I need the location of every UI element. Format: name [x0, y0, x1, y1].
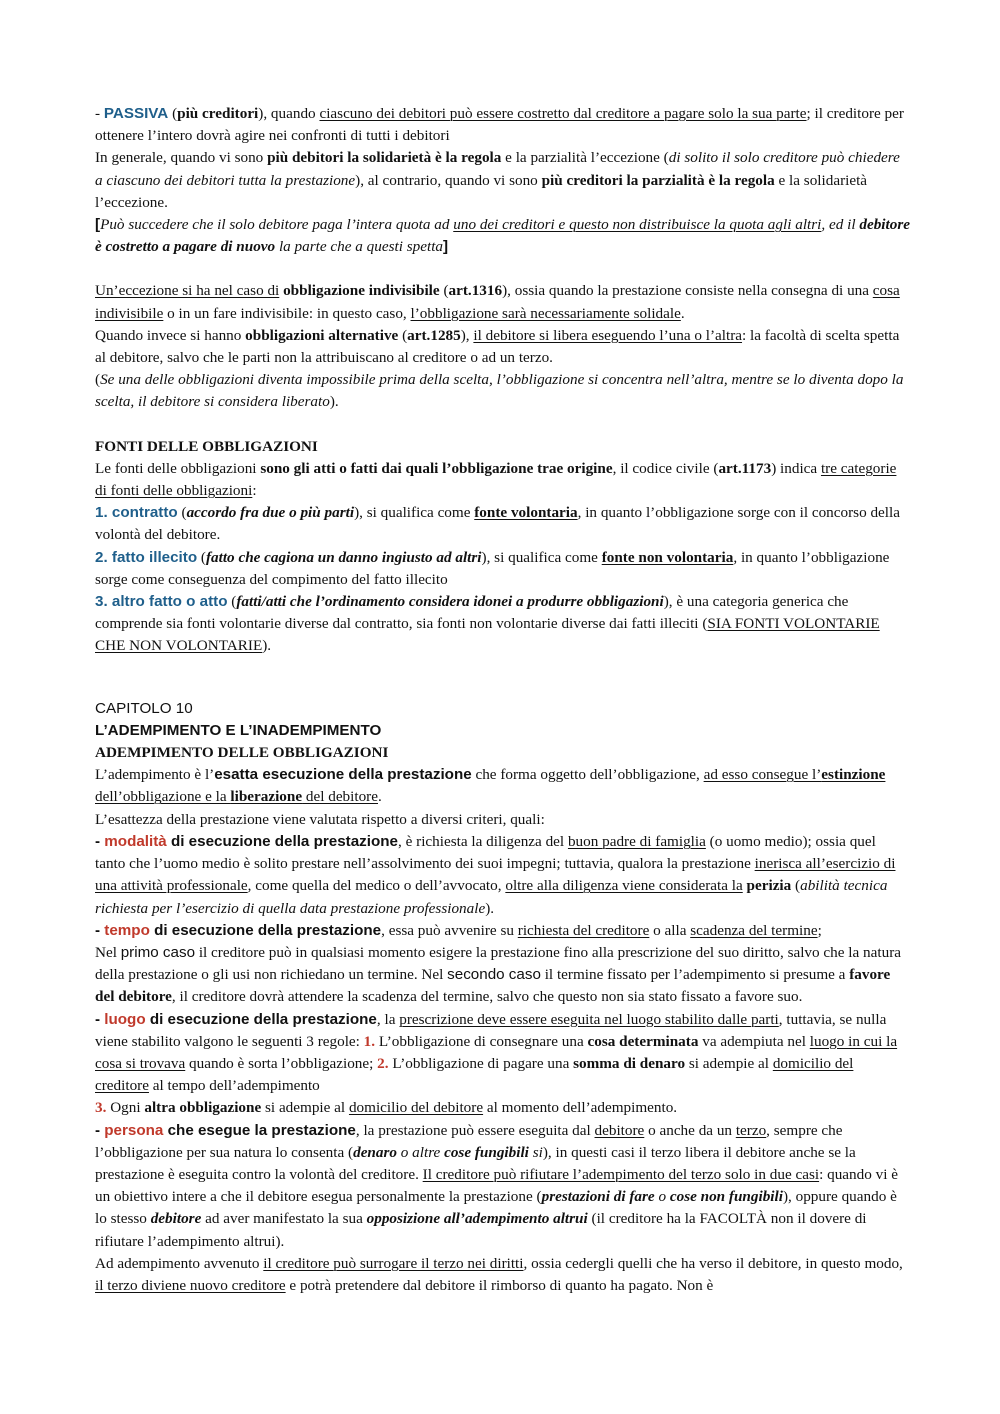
bold-text: perizia	[746, 877, 792, 895]
text: va adempiuta nel	[698, 1032, 810, 1050]
text: L’obbligazione di pagare una	[388, 1054, 574, 1072]
text: (o uomo medio); ossia quel tanto che l’uomo medio è solito prestare nell’assolvimento dei suoi impegni; tuttavia, qualora la prestazione	[95, 832, 876, 873]
text: L’adempimento è l’	[95, 766, 215, 784]
text: ), si qualifica come	[354, 504, 475, 522]
bold-text: più creditori	[177, 105, 259, 122]
text: , in quanto l’obbligazione sorge con il concorso della volontà del debitore.	[95, 504, 900, 544]
text: (il creditore ha la FACOLTÀ non il dovere di rifiutare l’adempimento altrui).	[95, 1210, 867, 1250]
dash: -	[95, 832, 105, 850]
paragraph-surroga	[95, 1253, 910, 1297]
text: (	[227, 593, 237, 611]
dash: -	[95, 921, 105, 939]
text: ;	[817, 921, 822, 939]
underlined-bold-text: liberazione	[230, 788, 303, 806]
text: ), al contrario, quando vi sono	[355, 171, 542, 189]
section-title-adempimento	[95, 742, 910, 764]
italic-text: , ed il	[821, 216, 860, 234]
underlined-text: uno dei creditori e questo non distribuisce la quota agli altri	[453, 216, 822, 234]
text: , come quella del medico o dell’avvocato,	[247, 877, 506, 895]
paragraph-alternative	[95, 325, 910, 369]
term-passiva: PASSIVA	[103, 105, 169, 122]
bracket: ]	[443, 238, 449, 256]
dash: -	[95, 1121, 105, 1139]
text: Nel	[95, 943, 121, 961]
bold-text: cosa determinata	[587, 1032, 699, 1050]
text: : quando vi è un obiettivo intere a che il debitore esegua personalmente la prestazione (	[95, 1165, 898, 1206]
article-ref: art.1316	[448, 282, 503, 300]
section-title-fonti	[95, 436, 910, 458]
text: ).	[485, 899, 495, 917]
text: ), ossia quando la prestazione consiste nella consegna di una	[502, 282, 873, 300]
text: il termine fissato per l’adempimento si presume a	[540, 966, 850, 984]
bold-italic-text: fatti/atti che l’ordinamento considera idonei a produrre obbligazioni	[236, 593, 664, 611]
italic-text: Se una delle obbligazioni diventa impossibile prima della scelta, l’obbligazione si concentra nell’altra, mentre se lo diventa dopo la scelta, il debitore si considera liberato	[95, 371, 904, 411]
bold-italic-text: denaro	[353, 1143, 397, 1161]
paragraph-fonti-intro	[95, 458, 910, 502]
paragraph-in-generale	[95, 147, 910, 214]
article-ref: art.1173	[718, 459, 772, 477]
underlined-text: il terzo diviene nuovo creditore	[95, 1276, 286, 1294]
sans-text: secondo caso	[447, 966, 541, 984]
italic-text: o altre	[396, 1143, 445, 1161]
sans-text: primo caso	[120, 943, 196, 961]
text: ), si qualifica come	[481, 548, 602, 566]
article-ref: art.1285	[407, 326, 461, 344]
bold-text: obbligazione indivisibile	[283, 282, 440, 300]
underlined-text: tre categorie di fonti delle obbligazioni	[95, 459, 897, 500]
section-title: ADEMPIMENTO DELLE OBBLIGAZIONI	[95, 744, 389, 762]
text: (	[197, 548, 206, 566]
text: -	[95, 105, 104, 122]
list-item-fatto-illecito	[95, 547, 910, 591]
underlined-text: inerisca all’esercizio di una attività professionale	[95, 855, 896, 895]
text: e la parzialità l’eccezione (	[501, 149, 669, 167]
paragraph-esattezza: L’esattezza della prestazione viene valutata rispetto a diversi criteri, quali:	[95, 810, 545, 828]
italic-text: abilità tecnica richiesta per l’esercizio di quella data prestazione professionale	[95, 877, 888, 917]
text: ; il creditore per ottenere l’intero dovrà agire nei confronti di tutti i debitori	[95, 105, 904, 145]
list-item-altro-fatto	[95, 591, 910, 658]
bold-text: più debitori la solidarietà è la regola	[267, 149, 502, 167]
term-persona: persona	[104, 1121, 164, 1139]
text: , essa può avvenire su	[381, 921, 518, 939]
underlined-text: scadenza del termine	[690, 921, 818, 939]
term-luogo: luogo	[104, 1010, 146, 1028]
underlined-text: ad esso consegue l’	[703, 766, 822, 784]
criterion-persona	[95, 1120, 910, 1253]
text: L’obbligazione di consegnare una	[375, 1032, 588, 1050]
text: (	[791, 877, 801, 895]
text: .	[680, 304, 685, 322]
chapter-number: CAPITOLO 10	[95, 699, 193, 717]
text: o alla	[649, 921, 691, 939]
text: e potrà pretendere dal debitore il rimborso di quanto ha pagato. Non è	[285, 1276, 714, 1294]
underlined-bold-text: fonte non volontaria	[601, 548, 734, 566]
underlined-text: ciascuno dei debitori può essere costretto dal creditore a pagare solo la sua parte	[319, 105, 807, 122]
term-modalita: modalità	[104, 832, 167, 850]
underlined-text: Un’eccezione si ha nel caso di	[95, 282, 280, 300]
term-fatto-illecito: 2. fatto illecito	[95, 548, 198, 566]
paragraph-indivisibile	[95, 280, 910, 324]
italic-text: la parte che a questi spetta	[275, 238, 444, 256]
term-contratto: 1. contratto	[95, 504, 178, 522]
underlined-text: l’obbligazione sarà necessariamente solidale	[410, 304, 681, 322]
text: il creditore può in qualsiasi momento esigere la prestazione fino alla prescrizione del suo diritto, salvo che la natura della prestazione o gli usi non richiedano un termine. Nel	[95, 943, 901, 984]
text: (	[398, 326, 408, 344]
bold-italic-text: prestazioni di fare	[541, 1188, 655, 1206]
dash: -	[95, 1010, 105, 1028]
chapter-title: L’ADEMPIMENTO E L’INADEMPIMENTO	[95, 721, 382, 739]
bold-italic-text: cose non fungibili	[669, 1188, 783, 1206]
underlined-text: luogo in cui la cosa si trovava	[95, 1032, 898, 1072]
underlined-text: il creditore può surrogare il terzo nei diritti	[263, 1254, 524, 1272]
paragraph-impossibile	[95, 369, 910, 413]
text: Ad adempimento avvenuto	[95, 1254, 264, 1272]
rule-number: 3.	[95, 1099, 107, 1117]
bold-italic-text: accordo fra due o più parti	[186, 504, 355, 522]
text: , la prestazione può essere eseguita dal	[355, 1121, 595, 1139]
criterion-modalita	[95, 831, 910, 920]
text: o anche da un	[644, 1121, 736, 1139]
underlined-text: terzo	[735, 1121, 767, 1139]
italic-text: o	[654, 1188, 670, 1206]
criterion-tempo	[95, 920, 910, 1009]
underlined-bold-text: fonte volontaria	[474, 504, 578, 522]
text: , la	[376, 1010, 400, 1028]
text: Quando invece si hanno	[95, 326, 246, 344]
underlined-text: il debitore si libera eseguendo l’una o l’altra	[473, 326, 743, 344]
underlined-text: domicilio del debitore	[348, 1099, 484, 1117]
underlined-text: oltre alla diligenza viene considerata la	[505, 877, 743, 895]
bold-text: esatta esecuzione della prestazione	[214, 766, 472, 784]
bold-text: sono gli atti o fatti dai quali l’obbligazione trae origine	[260, 459, 613, 477]
bold-text: altra obbligazione	[144, 1099, 262, 1117]
paragraph-bracket-note	[95, 214, 910, 258]
text: , in quanto l’obbligazione sorge come conseguenza del compimento del fatto illecito	[95, 548, 890, 588]
text: , ossia cedergli quelli che ha verso il debitore, in questo modo,	[523, 1254, 903, 1272]
text: : la facoltà di scelta spetta al debitore, salvo che le parti non la attribuiscano al creditore o ad un terzo.	[95, 326, 900, 367]
bold-italic-text: opposizione all’adempimento altrui	[366, 1210, 588, 1228]
text: , sempre che l’obbligazione per sua natura lo consenta (	[95, 1121, 843, 1161]
bold-text: favore del debitore	[95, 966, 891, 1006]
text: ).	[329, 393, 339, 411]
criterion-luogo	[95, 1009, 910, 1098]
text: :	[252, 482, 257, 500]
underlined-text: cosa indivisibile	[95, 282, 900, 322]
underlined-text: Il creditore può rifiutare l’adempimento del terzo solo in due casi	[422, 1165, 820, 1183]
text: (	[95, 371, 101, 389]
text: ) indica	[771, 459, 821, 477]
bold-text: di esecuzione della prestazione	[166, 832, 398, 850]
italic-text: si	[528, 1143, 543, 1161]
text: al momento dell’adempimento.	[483, 1099, 678, 1117]
list-item-contratto	[95, 502, 910, 546]
bold-text: di esecuzione della prestazione	[149, 921, 382, 939]
underlined-bold-text: estinzione	[821, 766, 886, 784]
bold-text: somma di denaro	[573, 1054, 686, 1072]
underlined-text: richiesta del creditore	[517, 921, 650, 939]
bold-italic-text: debitore è costretto a pagare di nuovo	[95, 216, 910, 256]
text: ad aver manifestato la sua	[201, 1210, 367, 1228]
text: , è richiesta la diligenza del	[398, 832, 568, 850]
underlined-text: debitore	[594, 1121, 645, 1139]
text: , tuttavia, se nulla viene stabilito valgono le seguenti 3 regole:	[95, 1010, 887, 1050]
rule-number: 2.	[377, 1054, 389, 1072]
text: ), in questi casi il terzo libera il debitore anche se la prestazione è eseguita contro la volontà del creditore.	[95, 1143, 856, 1183]
text: , il creditore dovrà attendere la scadenza del termine, salvo che questo non sia stato fissato a favore suo.	[171, 988, 803, 1006]
underlined-text: domicilio del creditore	[95, 1054, 854, 1095]
section-title: FONTI DELLE OBBLIGAZIONI	[95, 437, 318, 455]
text: quando è sorta l’obbligazione;	[185, 1054, 378, 1072]
text: ), oppure quando è lo stesso	[95, 1188, 897, 1228]
rule-number: 1.	[363, 1032, 376, 1050]
underlined-text: prescrizione deve essere eseguita nel luogo stabilito dalle parti	[399, 1010, 779, 1028]
text: o in un fare indivisibile: in questo caso,	[163, 304, 411, 322]
bold-text: di esecuzione della prestazione	[145, 1010, 377, 1028]
bold-text: obbligazioni alternative	[245, 326, 399, 344]
bold-italic-text: fatto che cagiona un danno ingiusto ad altri	[205, 548, 482, 566]
bold-italic-text: debitore	[150, 1210, 202, 1228]
italic-text: di solito il solo creditore può chiedere a ciascuno dei debitori tutta la prestazione	[95, 149, 900, 189]
text: ).	[262, 637, 272, 655]
underlined-text: dell’obbligazione e la	[95, 788, 231, 806]
text: ),	[460, 326, 474, 344]
bracket: [	[95, 216, 101, 234]
text: si adempie al	[261, 1099, 349, 1117]
bold-text: più creditori la parzialità è la regola	[541, 171, 775, 189]
italic-text: Può succedere che il solo debitore paga l’intera quota ad	[100, 216, 454, 234]
text: In generale, quando vi sono	[95, 149, 268, 167]
text: Ogni	[106, 1099, 145, 1117]
bold-italic-text: cose fungibili	[444, 1143, 529, 1161]
text: che forma oggetto dell’obbligazione,	[471, 766, 704, 784]
document-page	[95, 103, 910, 1297]
text: , il codice civile (	[612, 459, 719, 477]
text: (	[177, 504, 187, 522]
paragraph-adempimento-def	[95, 764, 910, 808]
text: al tempo dell’adempimento	[148, 1077, 320, 1095]
underlined-text: buon padre di famiglia	[567, 832, 706, 850]
underlined-text: del debitore	[302, 788, 378, 806]
text: (	[439, 282, 449, 300]
text: si adempie al	[685, 1054, 773, 1072]
term-altro-fatto: 3. altro fatto o atto	[95, 593, 228, 611]
text: Le fonti delle obbligazioni	[95, 459, 261, 477]
underlined-text: SIA FONTI VOLONTARIE CHE NON VOLONTARIE	[95, 615, 880, 655]
paragraph-passiva	[95, 103, 910, 147]
term-tempo: tempo	[104, 921, 150, 939]
text: e la solidarietà l’eccezione.	[95, 171, 868, 211]
text: ), è una categoria generica che comprende sia fonti volontarie diverse dal contratto, sia fonti non volontarie diverse dai fatti illeciti (	[95, 593, 849, 633]
text: .	[378, 788, 382, 806]
rule-3	[95, 1097, 910, 1119]
text: ), quando	[258, 105, 320, 122]
bold-text: che esegue la prestazione	[163, 1121, 356, 1139]
text: (	[168, 105, 178, 122]
